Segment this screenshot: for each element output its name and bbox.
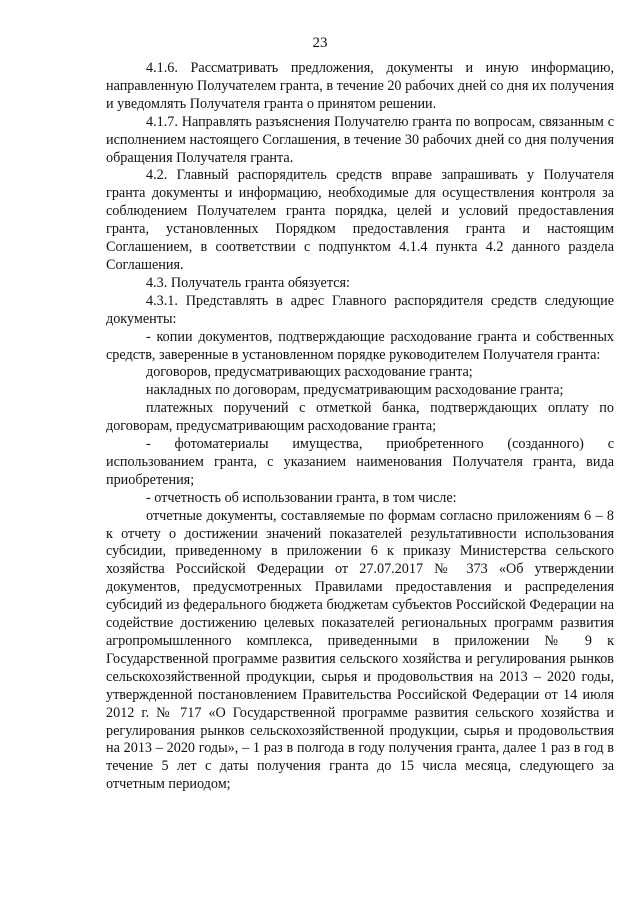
paragraph-4-1-7: 4.1.7. Направлять разъяснения Получателю гранта по вопросам, связанным с исполнением настоящего Соглашения, в течение 30 рабочих дней со дня получения обращения Получателя гранта. [106,113,614,166]
paragraph-reporting-documents: отчетные документы, составляемые по формам согласно приложениям 6 – 8 к отчету о достижении значений показателей результативности использования субсидии, приведенному в приложении 6 к приказу Министерства сельского хозяйства Российской Федерации от 27.07.2017 № 373 «Об утверждении документов, предусмотренных Правилами предоставления и распределения субсидий из федерального бюджета бюджетам субъектов Российской Федерации на содействие достижению целевых показателей региональных программ развития агропромышленного комплекса, приведенными в приложении № 9 к Государственной программе развития сельского хозяйства и регулирования рынков сельскохозяйственной продукции, сырья и продовольствия на 2013 – 2020 годы, утвержденной постановлением Правительства Российской Федерации от 14 июля 2012 г. № 717 «О Государственной программе развития сельского хозяйства и регулирования рынков сельскохозяйственной продукции, сырья и продовольствия на 2013 – 2020 годы», – 1 раз в полгода в году получения гранта, далее 1 раз в год в течение 5 лет с даты получения гранта до 15 числа месяца, следующего за отчетным периодом; [106,507,614,793]
paragraph-4-1-6: 4.1.6. Рассматривать предложения, документы и иную информацию, направленную Получателем гранта, в течение 20 рабочих дней со дня их получения и уведомлять Получателя гранта о принятом решении. [106,60,614,112]
list-item-expense-copies: - копии документов, подтверждающие расходование гранта и собственных средств, заверенные в установленном порядке руководителем Получателя гранта: [106,328,614,363]
paragraph-4-3-1: 4.3.1. Представлять в адрес Главного распорядителя средств следующие документы: [106,292,614,327]
paragraph-4-2: 4.2. Главный распорядитель средств вправе запрашивать у Получателя гранта документы и информацию, необходимые для осуществления контроля за соблюдением Получателем гранта порядка, целей и условий предоставления гранта, установленных Порядком предоставления гранта и настоящим Соглашением, в соответствии с подпунктом 4.1.4 пункта 4.2 данного раздела Соглашения. [106,167,614,273]
list-item-waybills: накладных по договорам, предусматривающим расходование гранта; [146,382,564,399]
list-item-photo-materials: - фотоматериалы имущества, приобретенного (созданного) с использованием гранта, с указанием наименования Получателя гранта, вида приобретения; [106,436,614,488]
document-body [106,60,614,794]
list-item-grant-reporting: - отчетность об использовании гранта, в том числе: [146,489,457,506]
paragraph-4-3: 4.3. Получатель гранта обязуется: [146,274,350,291]
list-item-payment-orders: платежных поручений с отметкой банка, подтверждающих оплату по договорам, предусматривающим расходование гранта; [106,400,614,435]
page-number: 23 [312,35,328,51]
list-item-contracts: договоров, предусматривающих расходование гранта; [146,364,473,381]
